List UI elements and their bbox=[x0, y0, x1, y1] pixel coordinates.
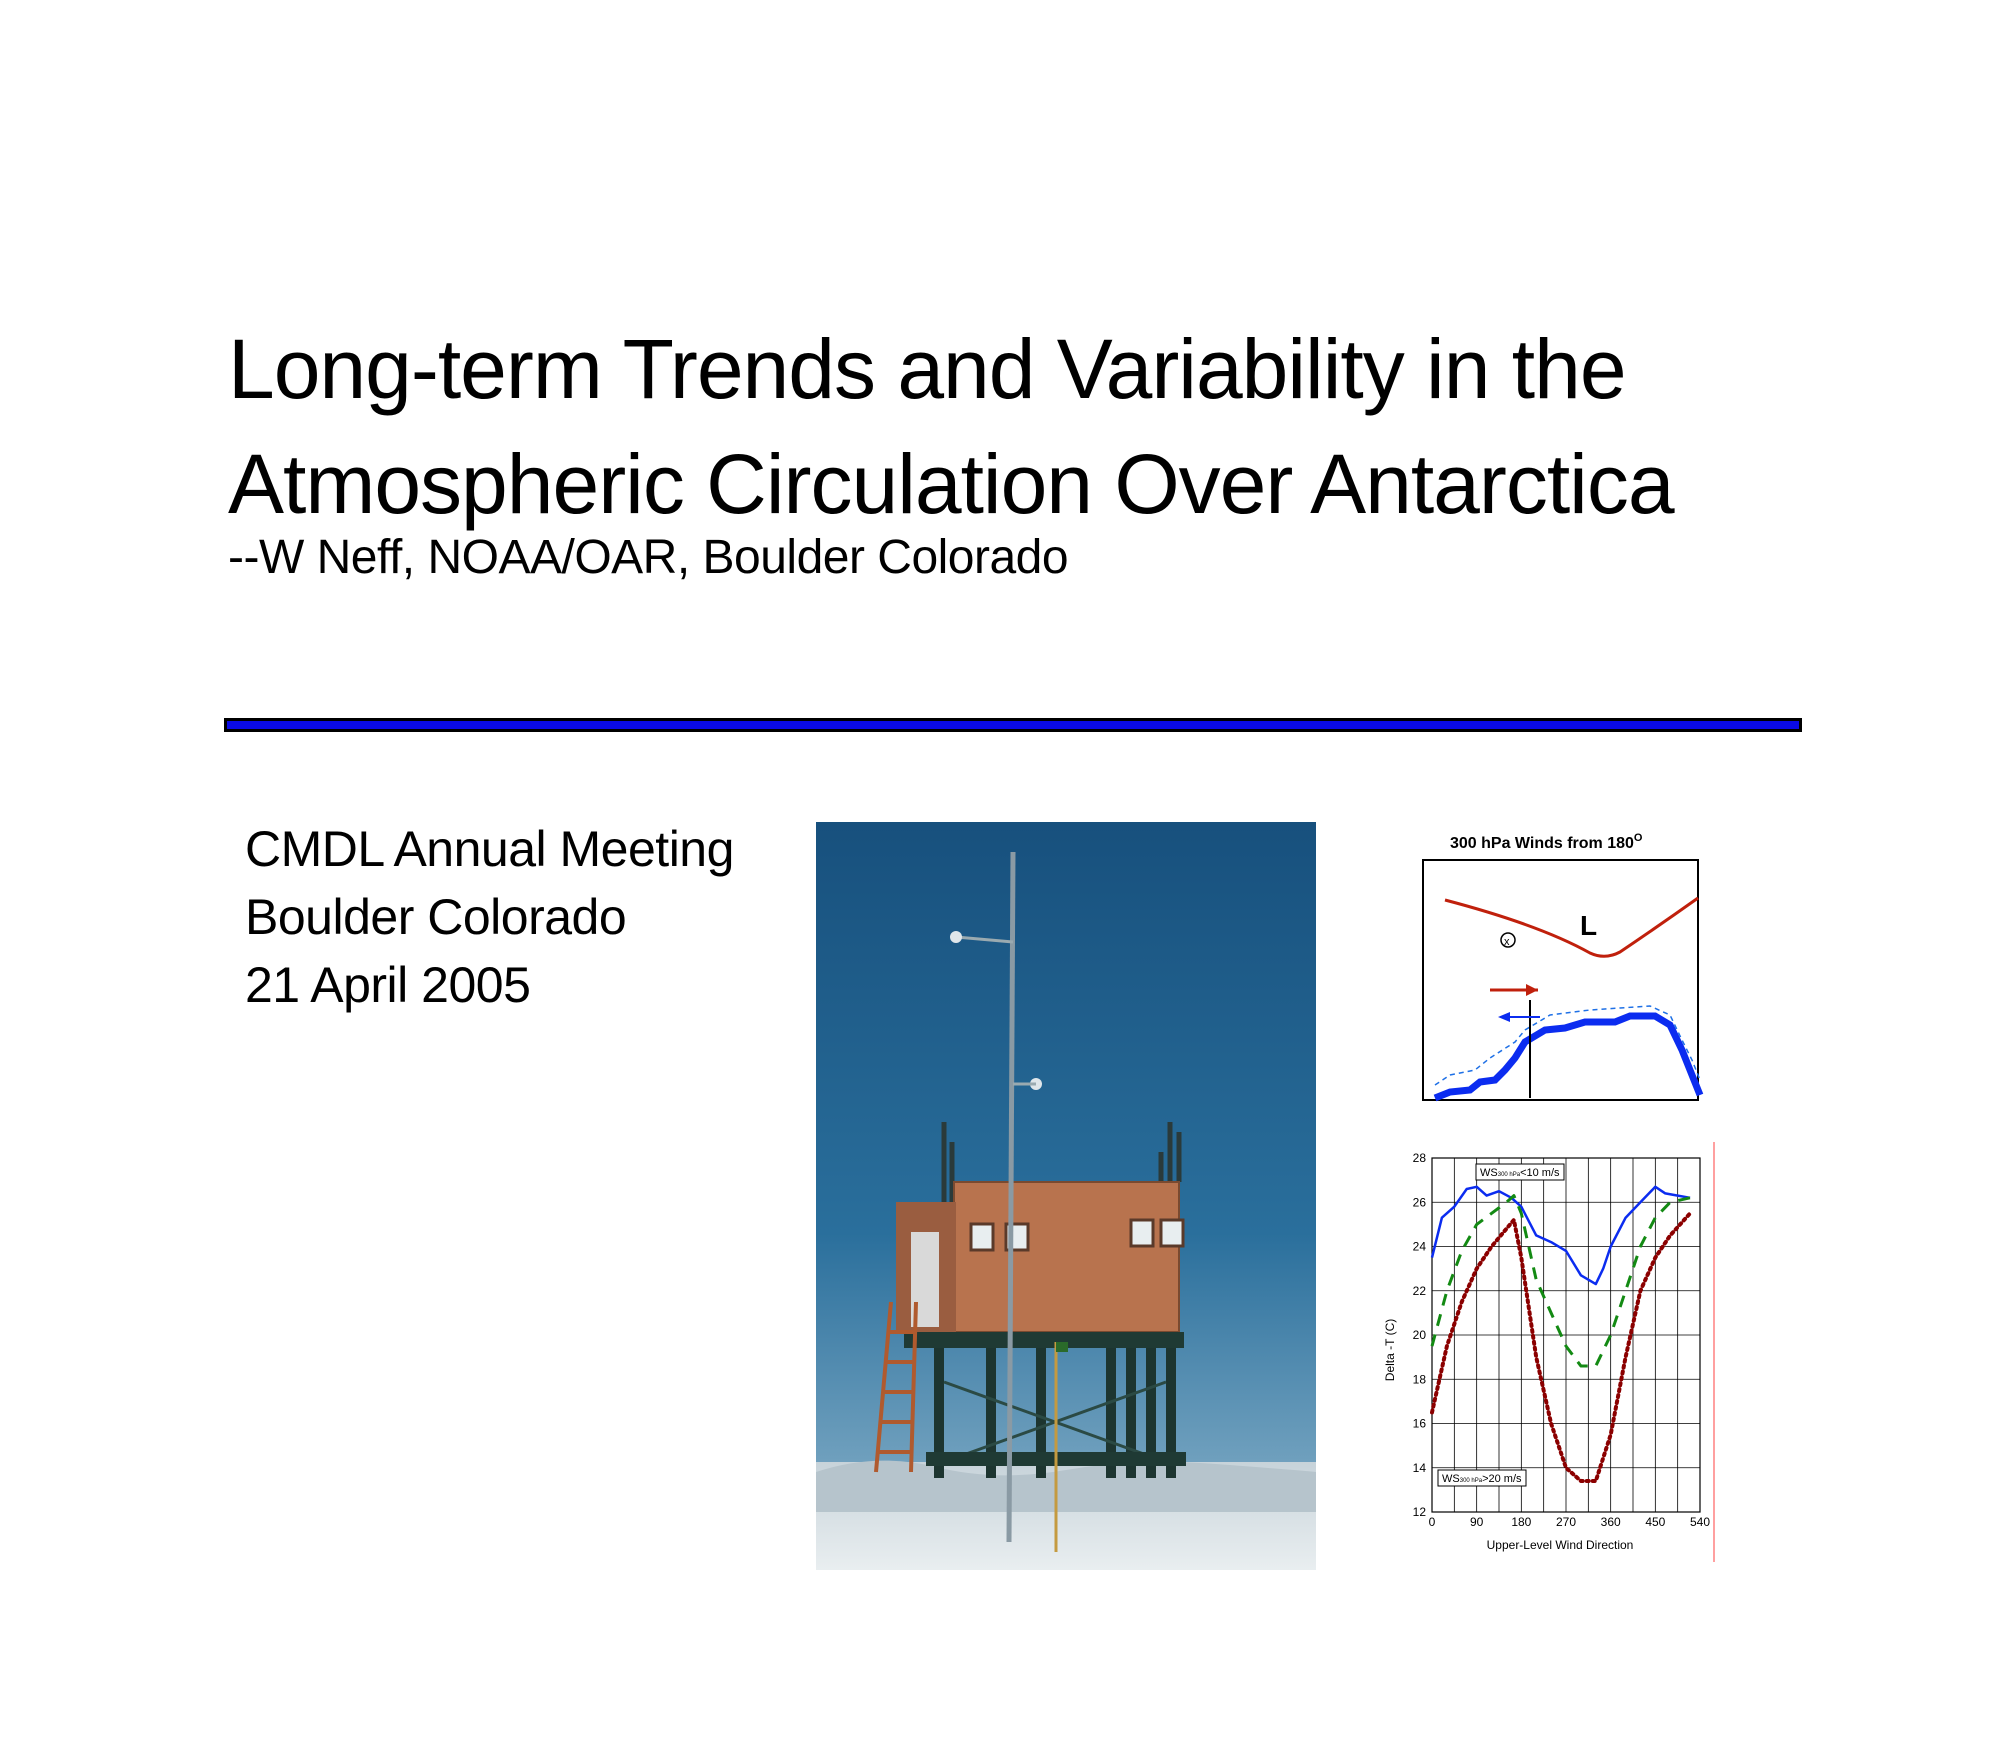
delta-t-chart bbox=[1370, 1142, 1720, 1572]
y-tick-label: 26 bbox=[1412, 1195, 1426, 1210]
y-tick-labels bbox=[1413, 1151, 1427, 1519]
divider-rule bbox=[224, 718, 1802, 732]
x-tick-label: 540 bbox=[1689, 1515, 1711, 1529]
meeting-location: Boulder Colorado bbox=[245, 889, 627, 945]
legend-high: WS300 hPa>20 m/s bbox=[1442, 1473, 1522, 1485]
y-axis-label: Delta -T (C) bbox=[1383, 1318, 1397, 1382]
station-photo bbox=[816, 822, 1316, 1570]
x-tick-label: 450 bbox=[1645, 1515, 1666, 1529]
y-tick-label: 22 bbox=[1412, 1283, 1426, 1298]
title-line-1: Long-term Trends and Variability in the bbox=[228, 322, 1626, 416]
x-tick-label: 270 bbox=[1555, 1515, 1577, 1529]
wind-schematic bbox=[1420, 830, 1720, 1110]
y-tick-label: 16 bbox=[1412, 1416, 1426, 1431]
y-tick-label: 14 bbox=[1412, 1460, 1426, 1475]
x-tick-label: 180 bbox=[1511, 1515, 1532, 1529]
chart-grid bbox=[1432, 1158, 1700, 1512]
schematic-frame bbox=[1423, 860, 1698, 1100]
author-byline: --W Neff, NOAA/OAR, Boulder Colorado bbox=[228, 531, 1069, 584]
y-tick-label: 18 bbox=[1412, 1372, 1426, 1387]
y-tick-label: 12 bbox=[1412, 1505, 1426, 1519]
schematic-title: 300 hPa Winds from $180^O$ bbox=[1450, 832, 1643, 852]
svg-text:x: x bbox=[1504, 936, 1510, 948]
legend-low: WS300 hPa<10 m/s bbox=[1480, 1167, 1560, 1179]
slide-title bbox=[228, 312, 1674, 542]
meeting-info bbox=[245, 815, 734, 1019]
x-tick-label: 90 bbox=[1469, 1515, 1484, 1529]
y-tick-label: 24 bbox=[1412, 1239, 1426, 1254]
x-tick-label: 360 bbox=[1600, 1515, 1621, 1529]
y-tick-label: 28 bbox=[1412, 1151, 1426, 1165]
title-line-2: Atmospheric Circulation Over Antarctica bbox=[228, 437, 1674, 531]
station-building bbox=[954, 1182, 1179, 1332]
x-tick-labels bbox=[1429, 1515, 1711, 1529]
x-axis-label: Upper-Level Wind Direction bbox=[1486, 1538, 1634, 1552]
x-tick-label: 0 bbox=[1428, 1515, 1436, 1529]
y-tick-label: 20 bbox=[1412, 1328, 1426, 1342]
meeting-name: CMDL Annual Meeting bbox=[245, 821, 734, 877]
meeting-date: 21 April 2005 bbox=[245, 957, 531, 1013]
low-label: L bbox=[1580, 910, 1598, 941]
